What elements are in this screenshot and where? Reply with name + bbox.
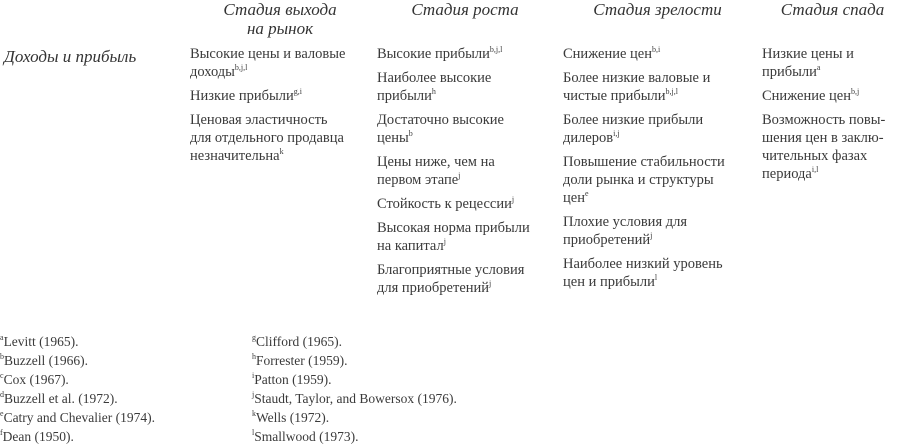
table-cell-item bbox=[377, 219, 557, 255]
cell-text-line: Снижение цен bbox=[762, 88, 851, 104]
table-cell-item bbox=[190, 45, 370, 81]
reference-key: c bbox=[0, 371, 4, 380]
cell-text-line: цены bbox=[377, 130, 409, 146]
reference-key: j bbox=[252, 390, 255, 399]
footnote-marker: b bbox=[408, 129, 413, 138]
header-entry-line-1: Стадия выхода bbox=[223, 0, 337, 19]
table-cell-item bbox=[762, 111, 897, 183]
cell-text-line: Наиболее высокие bbox=[377, 70, 492, 86]
cell-text-line: чительных фазах bbox=[762, 148, 868, 164]
table-cell-item bbox=[377, 69, 557, 105]
header-entry-stage bbox=[205, 0, 355, 38]
table-cell-item bbox=[377, 261, 557, 297]
table-cell-item bbox=[563, 255, 748, 291]
cell-text-line: чистые прибыли bbox=[563, 88, 666, 104]
cell-text-line: цен bbox=[563, 190, 585, 206]
reference-entry bbox=[0, 351, 240, 370]
reference-entry bbox=[252, 332, 552, 351]
footnote-marker: b,j bbox=[851, 87, 860, 96]
footnote-marker: e bbox=[584, 189, 589, 198]
reference-key: b bbox=[0, 352, 4, 361]
table-cell-item bbox=[563, 111, 748, 147]
reference-text: Levitt (1965). bbox=[3, 334, 79, 349]
reference-entry bbox=[0, 370, 240, 389]
cell-text-line: Высокие цены и валовые bbox=[190, 46, 346, 62]
cell-text-line: Плохие условия для bbox=[563, 214, 688, 230]
footnote-marker: b,j,l bbox=[234, 63, 248, 72]
cell-text-line: Высокие прибыли bbox=[377, 46, 490, 62]
reference-text: Clifford (1965). bbox=[256, 334, 342, 349]
footnote-marker: b,i bbox=[652, 45, 661, 54]
footnote-marker: j bbox=[511, 195, 515, 204]
reference-entry bbox=[0, 427, 240, 446]
reference-key: f bbox=[0, 428, 3, 437]
table-cell-item bbox=[377, 45, 557, 63]
cell-text-line: Низкие прибыли bbox=[190, 88, 294, 104]
table-cell-item bbox=[563, 45, 748, 63]
cell-text-line: Возможность повы- bbox=[762, 112, 886, 128]
footnote-marker: j bbox=[650, 231, 653, 240]
reference-text: Patton (1959). bbox=[254, 372, 332, 387]
reference-key: g bbox=[252, 333, 256, 342]
reference-entry bbox=[252, 389, 552, 408]
cell-text-line: шения цен в заклю- bbox=[762, 130, 884, 146]
table-cell-item bbox=[377, 195, 557, 213]
table-cell-item bbox=[762, 45, 897, 81]
cell-text-line: прибыли bbox=[762, 64, 817, 80]
reference-text: Wells (1972). bbox=[256, 410, 330, 425]
reference-key: d bbox=[0, 390, 4, 399]
cell-text-line: для приобретений bbox=[377, 280, 490, 296]
cell-text-line: дилеров bbox=[563, 130, 614, 146]
footnote-marker: k bbox=[279, 147, 284, 156]
table-cell-item bbox=[377, 111, 557, 147]
column-growth bbox=[377, 45, 557, 303]
cell-text-line: цен и прибыли bbox=[563, 274, 655, 290]
footnote-marker: l bbox=[654, 273, 658, 282]
table-cell-item bbox=[190, 111, 370, 165]
references-right bbox=[252, 332, 552, 446]
reference-entry bbox=[252, 427, 552, 446]
footnote-marker: h bbox=[431, 87, 436, 96]
reference-key: e bbox=[0, 409, 4, 418]
cell-text-line: Более низкие валовые и bbox=[563, 70, 711, 86]
table-cell-item bbox=[563, 213, 748, 249]
cell-text-line: доходы bbox=[190, 64, 235, 80]
reference-text: Smallwood (1973). bbox=[254, 429, 359, 444]
cell-text-line: Цены ниже, чем на bbox=[377, 154, 495, 170]
cell-text-line: на капитал bbox=[377, 238, 444, 254]
cell-text-line: первом этапе bbox=[377, 172, 459, 188]
reference-text: Catry and Chevalier (1974). bbox=[3, 410, 156, 425]
header-maturity-stage: Стадия зрелости bbox=[593, 0, 722, 19]
column-maturity bbox=[563, 45, 748, 297]
table-cell-item bbox=[377, 153, 557, 189]
header-decline-stage: Стадия спада bbox=[780, 0, 885, 19]
table-cell-item bbox=[563, 153, 748, 207]
cell-text-line: Благоприятные условия bbox=[377, 262, 525, 278]
reference-entry bbox=[0, 332, 240, 351]
reference-entry bbox=[0, 408, 240, 427]
footnote-marker: g,i bbox=[293, 87, 302, 96]
cell-text-line: приобретений bbox=[563, 232, 651, 248]
cell-text-line: Снижение цен bbox=[563, 46, 652, 62]
reference-text: Staudt, Taylor, and Bowersox (1976). bbox=[254, 391, 457, 406]
column-entry bbox=[190, 45, 370, 171]
cell-text-line: периода bbox=[762, 166, 812, 182]
cell-text-line: Наиболее низкий уровень bbox=[563, 256, 723, 272]
cell-text-line: Низкие цены и bbox=[762, 46, 854, 62]
reference-key: l bbox=[252, 428, 255, 437]
reference-key: a bbox=[0, 333, 4, 342]
column-decline bbox=[762, 45, 897, 189]
cell-text-line: Ценовая эластичность bbox=[190, 112, 328, 128]
footnote-marker: j bbox=[443, 237, 446, 246]
table-cell-item bbox=[762, 87, 897, 105]
cell-text-line: Высокая норма прибыли bbox=[377, 220, 530, 236]
reference-text: Buzzell et al. (1972). bbox=[4, 391, 118, 406]
footnote-marker: a bbox=[816, 63, 821, 72]
cell-text-line: Более низкие прибыли bbox=[563, 112, 704, 128]
header-entry-line-2: на рынок bbox=[246, 19, 314, 38]
cell-text-line: незначительна bbox=[190, 148, 280, 164]
reference-key: h bbox=[252, 352, 256, 361]
footnote-marker: i,j bbox=[613, 129, 620, 138]
footnote-marker: b,j,l bbox=[489, 45, 503, 54]
references-left bbox=[0, 332, 240, 446]
reference-text: Dean (1950). bbox=[2, 429, 74, 444]
footnote-marker: b,j,l bbox=[665, 87, 678, 96]
footnote-marker: j bbox=[458, 171, 461, 180]
cell-text-line: для отдельного продавца bbox=[190, 130, 344, 146]
cell-text-line: доли рынка и структуры bbox=[563, 172, 714, 188]
footnote-marker: j bbox=[489, 279, 492, 288]
table-cell-item bbox=[563, 69, 748, 105]
cell-text-line: Стойкость к рецессии bbox=[377, 196, 512, 212]
reference-key: i bbox=[252, 371, 255, 380]
footnote-marker: i,l bbox=[811, 165, 819, 174]
reference-text: Buzzell (1966). bbox=[4, 353, 88, 368]
table-cell-item bbox=[190, 87, 370, 105]
cell-text-line: Повышение стабильности bbox=[563, 154, 725, 170]
reference-key: k bbox=[252, 409, 256, 418]
header-growth-stage: Стадия роста bbox=[411, 0, 519, 19]
reference-text: Forrester (1959). bbox=[256, 353, 348, 368]
reference-entry bbox=[252, 408, 552, 427]
reference-entry bbox=[252, 370, 552, 389]
row-label: Доходы и прибыль bbox=[4, 47, 137, 66]
reference-entry bbox=[252, 351, 552, 370]
cell-text-line: Достаточно высокие bbox=[377, 112, 504, 128]
cell-text-line: прибыли bbox=[377, 88, 432, 104]
reference-entry bbox=[0, 389, 240, 408]
reference-text: Cox (1967). bbox=[3, 372, 69, 387]
